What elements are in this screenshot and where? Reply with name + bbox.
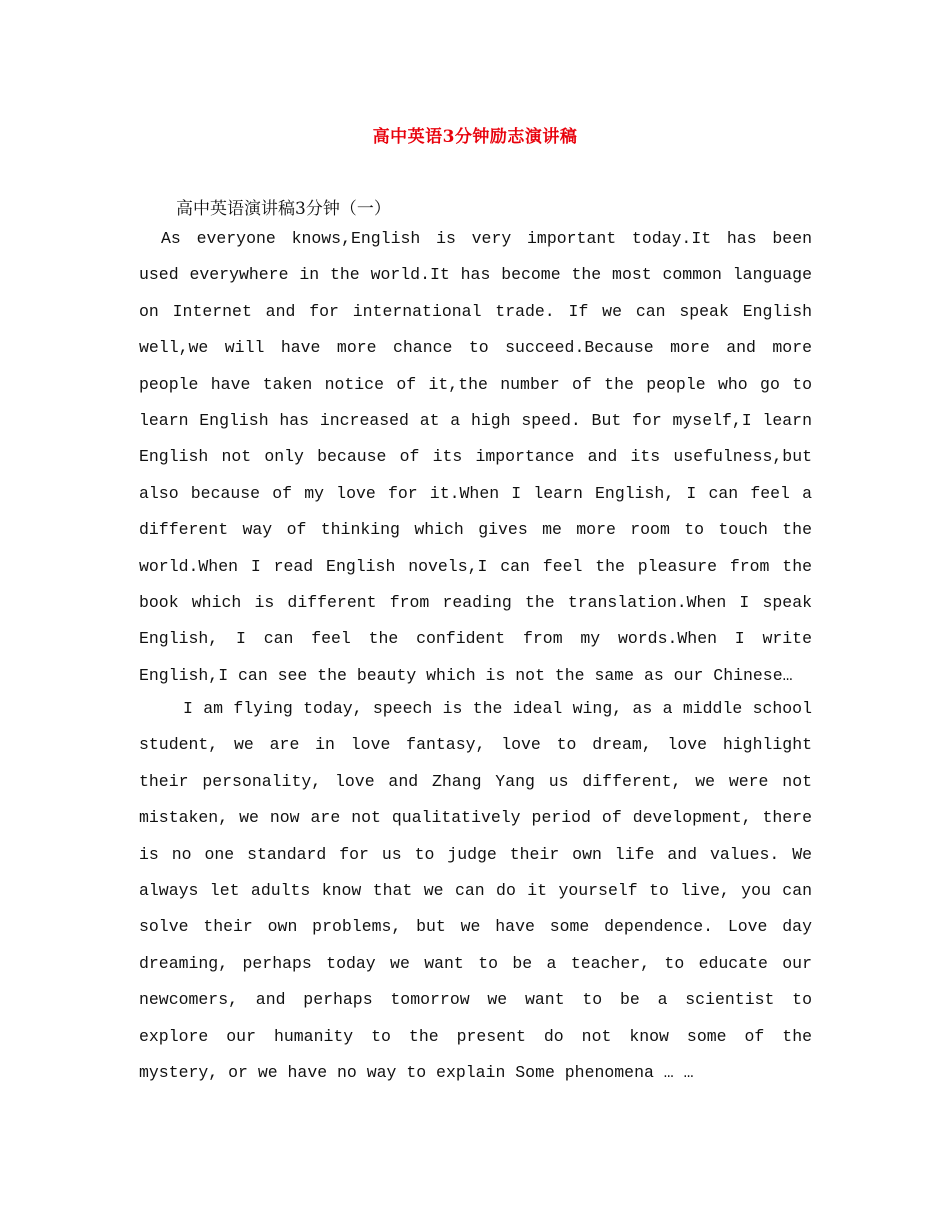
paragraph-2: I am flying today, speech is the ideal wing, as a middle school student, we are in love fantasy, love to dream, love highlight their personality, love and Zhang Yang us different, we were not mistaken, we now are not qualitatively period of development, there is no one standard for us to judge their own life and values. We always let adults know that we can do it yourself to live, you can solve their own problems, but we have some dependence. Love day dreaming, perhaps today we want to be a teacher, to educate our newcomers, and perhaps tomorrow we want to be a scientist to explore our humanity to the present do not know some of the mystery, or we have no way to explain Some phenomena … …	[139, 699, 812, 1083]
document-title: 高中英语3分钟励志演讲稿	[372, 127, 578, 147]
paragraph-1: As everyone knows,English is very important today.It has been used everywhere in the world.It has become the most common language on Internet and for international trade. If we can speak English well,we will have more chance to succeed.Because more and more people have taken notice of it,the number of the people who go to learn English has increased at a high speed. But for myself,I learn English not only because of its importance and its usefulness,but also because of my love for it.When I learn English, I can feel a different way of thinking which gives me more room to touch the world.When I read English novels,I can feel the pleasure from the book which is different from reading the translation.When I speak English, I can feel the confident from my words.When I write English,I can see the beauty which is not the same as our Chinese…	[139, 229, 812, 685]
document-subtitle: 高中英语演讲稿3分钟（一）	[176, 199, 391, 219]
